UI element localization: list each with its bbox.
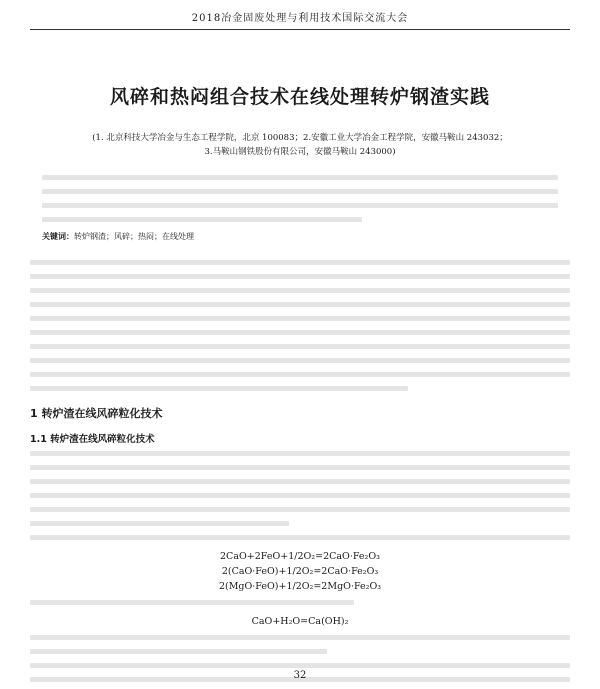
reaction-equation: 2CaO+2FeO+1/2O₂=2CaO·Fe₂O₃ [220, 551, 380, 562]
keywords-text: 转炉钢渣；风碎；热闷；在线处理 [74, 232, 194, 241]
paper-title: 风碎和热闷组合技术在线处理转炉钢渣实践 [109, 86, 490, 108]
reaction-equation: 2(MgO·FeO)+1/2O₂=2MgO·Fe₂O₃ [218, 581, 382, 592]
affiliations [30, 131, 570, 159]
running-header: 2018冶金固废处理与利用技术国际交流大会 [30, 0, 570, 30]
keywords [42, 231, 558, 242]
abstract-placeholder [42, 175, 558, 222]
affiliation-line: 3.马鞍山钢铁股份有限公司，安徽马鞍山 243000) [204, 147, 396, 157]
reaction-equation: 2(CaO·FeO)+1/2O₂=2CaO·Fe₂O₃ [221, 566, 379, 577]
reaction-equation: CaO+H₂O=Ca(OH)₂ [251, 616, 349, 627]
subsection-placeholder [30, 451, 570, 540]
hydration-placeholder [30, 600, 570, 605]
intro-placeholder [30, 260, 570, 391]
keywords-label: 关键词： [42, 231, 74, 241]
affiliation-line: (1. 北京科技大学冶金与生态工程学院，北京 100083；2.安徽工业大学冶金工程学院，安徽马鞍山 243032； [92, 133, 508, 143]
reaction-equations [30, 549, 570, 594]
section-heading: 1 转炉渣在线风碎粒化技术 [30, 407, 163, 420]
subsection-heading: 1.1 转炉渣在线风碎粒化技术 [30, 434, 155, 445]
page-number: 32 [293, 670, 307, 681]
